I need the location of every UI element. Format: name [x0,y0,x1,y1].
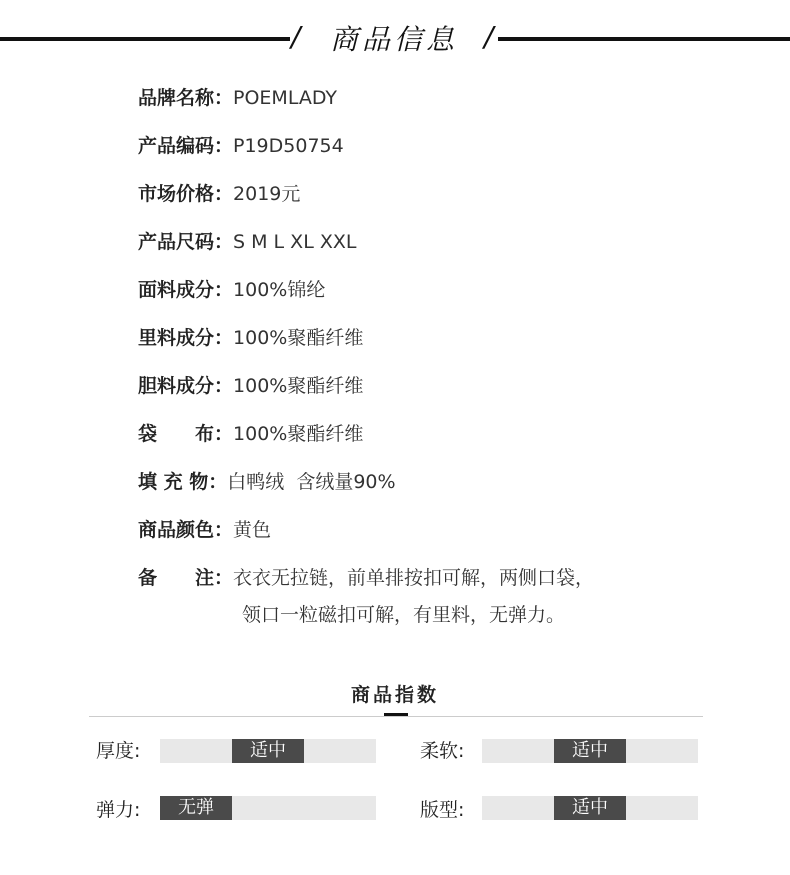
info-value: S M L XL XXL [233,231,357,253]
index-bar-fit [482,796,698,820]
info-label: 产品编码： [138,135,234,157]
index-bar-softness [482,739,698,763]
info-row-brand [138,84,594,132]
info-value: 白鸭绒 含绒量90% [227,471,396,493]
info-label: 面料成分： [138,279,234,301]
index-label-fit: 版型: [420,799,465,821]
info-row-fabric [138,276,594,324]
header-slash-left: / [291,20,301,53]
index-bar-thickness [160,739,376,763]
index-chip: 无弹 [160,796,232,820]
info-label: 商品颜色： [138,519,234,541]
index-chip: 适中 [554,796,626,820]
info-label: 市场价格： [138,183,234,205]
index-label-elasticity: 弹力: [96,799,141,821]
header-slash-right: / [484,20,494,53]
info-label: 胆料成分： [138,375,234,397]
info-row-price [138,180,594,228]
info-value: 黄色 [233,519,272,541]
info-value: POEMLADY [233,87,338,109]
info-label: 产品尺码： [138,231,234,253]
info-label: 备 注： [138,567,234,589]
product-info-list [138,84,594,612]
index-chip: 适中 [232,739,304,763]
info-value: 100%聚酯纤维 [233,327,364,349]
info-label: 袋 布： [138,423,234,445]
header-line-right [498,37,790,41]
info-value: 衣衣无拉链，前单排按扣可解，两侧口袋， [233,567,595,589]
section-divider [89,716,703,717]
info-value: P19D50754 [233,135,344,157]
section-title-product-index: 商品指数 [350,684,439,706]
note-line-2: 领口一粒磁扣可解，有里料，无弹力。 [242,604,566,626]
info-row-inner [138,372,594,420]
index-label-softness: 柔软: [420,740,465,762]
info-value: 100%锦纶 [233,279,326,301]
info-row-lining [138,324,594,372]
index-label-thickness: 厚度: [96,740,141,762]
index-chip: 适中 [554,739,626,763]
info-label: 里料成分： [138,327,234,349]
info-label: 填 充 物： [138,471,228,493]
info-row-pocket [138,420,594,468]
header-line-left [0,37,290,41]
info-label: 品牌名称： [138,87,234,109]
index-bar-elasticity [160,796,376,820]
info-value: 100%聚酯纤维 [233,423,364,445]
info-row-color [138,516,594,564]
info-row-sizes [138,228,594,276]
section-title-product-info: 商品信息 [330,23,459,56]
info-value: 2019元 [233,183,301,205]
info-row-code [138,132,594,180]
info-row-filling [138,468,594,516]
info-value: 100%聚酯纤维 [233,375,364,397]
